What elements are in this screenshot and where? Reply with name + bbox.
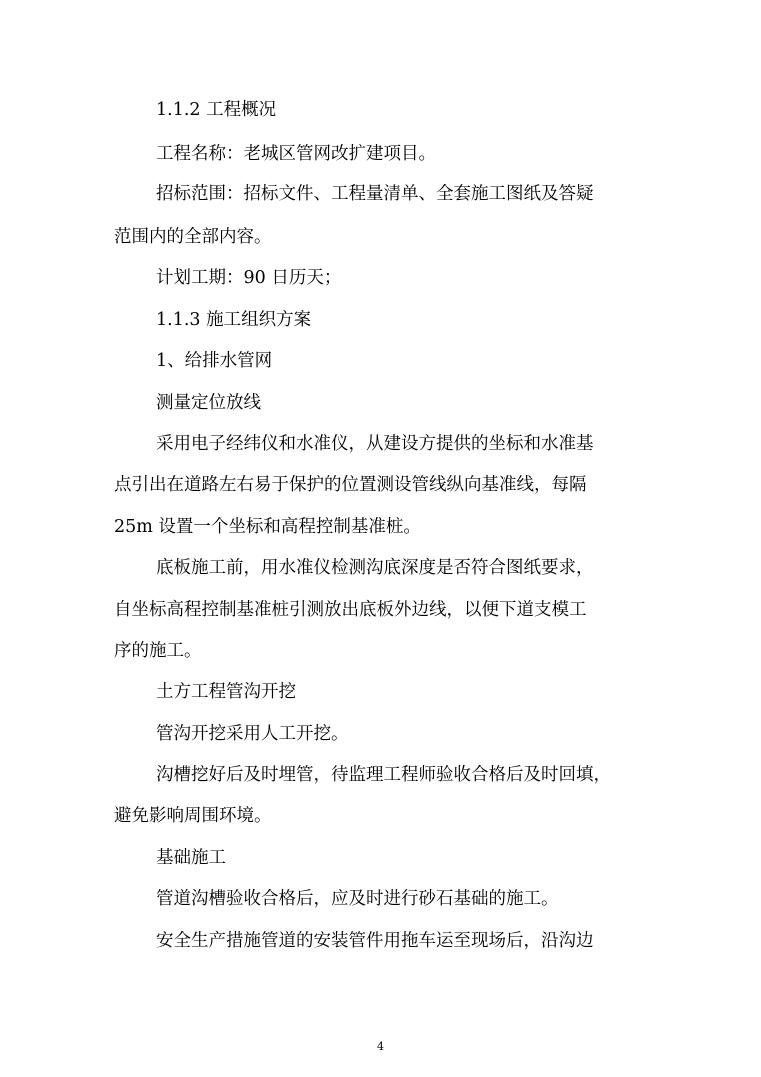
baseplate-paragraph-line-2: 自坐标高程控制基准桩引测放出底板外边线，以便下道支模工 xyxy=(114,600,587,620)
survey-paragraph-line-1: 采用电子经纬仪和水准仪，从建设方提供的坐标和水准基 xyxy=(156,434,594,454)
backfill-paragraph-line-1: 沟槽挖好后及时埋管，待监理工程师验收合格后及时回填， xyxy=(156,765,611,785)
subheading-survey-layout: 测量定位放线 xyxy=(156,393,261,413)
baseplate-paragraph-line-1: 底板施工前，用水准仪检测沟底深度是否符合图纸要求， xyxy=(156,558,594,578)
project-name-line: 工程名称：老城区管网改扩建项目。 xyxy=(156,144,436,164)
section-heading-1-1-3: 1.1.3 施工组织方案 xyxy=(156,310,312,330)
safety-paragraph-line-1: 安全生产措施管道的安装管件用拖车运至现场后，沿沟边 xyxy=(156,931,594,951)
survey-paragraph-line-3: 25m 设置一个坐标和高程控制基准桩。 xyxy=(114,517,421,537)
subheading-foundation: 基础施工 xyxy=(156,848,226,868)
foundation-paragraph-line: 管道沟槽验收合格后，应及时进行砂石基础的施工。 xyxy=(156,889,559,909)
trench-manual-excavation-line: 管沟开挖采用人工开挖。 xyxy=(156,724,349,744)
survey-paragraph-line-2: 点引出在道路左右易于保护的位置测设管线纵向基准线，每隔 xyxy=(114,475,587,495)
baseplate-paragraph-line-3: 序的施工。 xyxy=(114,641,202,661)
planned-duration-line: 计划工期：90 日历天； xyxy=(156,268,342,288)
subheading-earthwork-trench: 土方工程管沟开挖 xyxy=(156,682,296,702)
backfill-paragraph-line-2: 避免影响周围环境。 xyxy=(114,806,272,826)
subheading-water-pipe-network: 1、给排水管网 xyxy=(156,351,273,371)
page-number: 4 xyxy=(377,1040,384,1053)
bid-scope-line-cont: 范围内的全部内容。 xyxy=(114,227,272,247)
section-heading-1-1-2: 1.1.2 工程概况 xyxy=(156,100,277,120)
bid-scope-line: 招标范围：招标文件、工程量清单、全套施工图纸及答疑 xyxy=(156,184,594,204)
